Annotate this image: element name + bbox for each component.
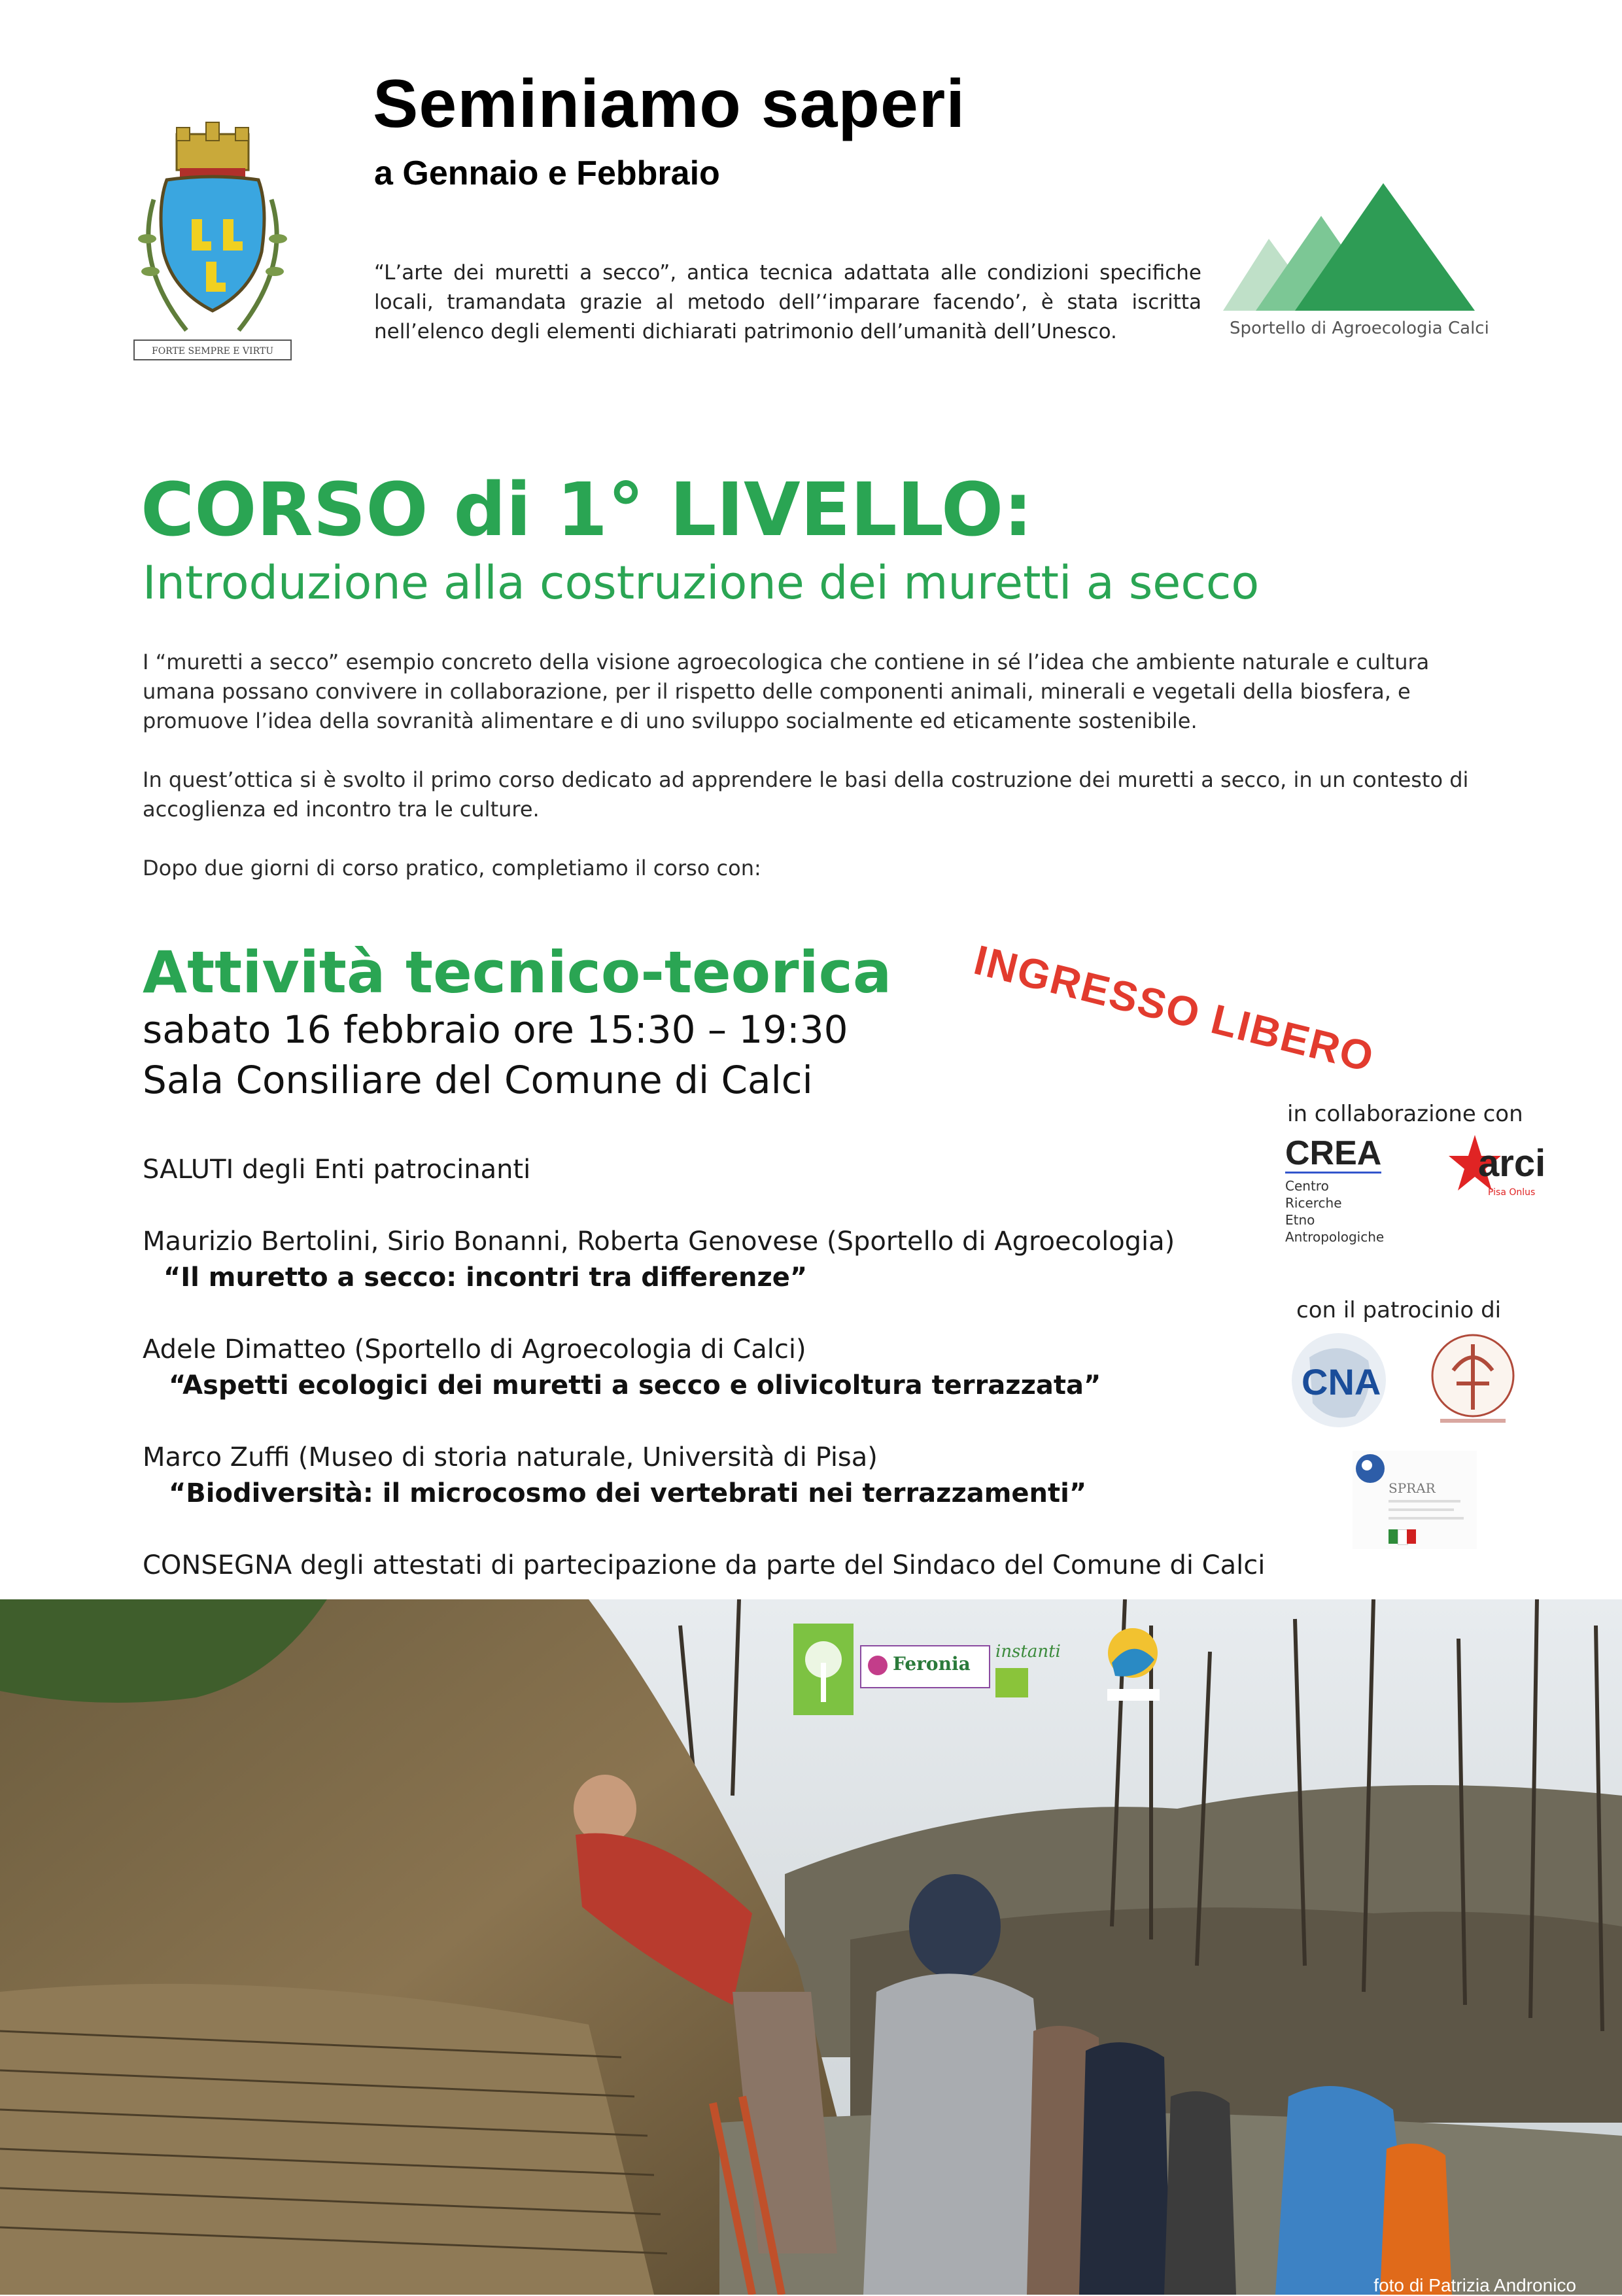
crea-line-1: Centro (1285, 1178, 1329, 1194)
sponsor-green-logo (793, 1624, 854, 1715)
description-paragraph-3: Dopo due giorni di corso pratico, completiamo il corso con: (143, 856, 761, 880)
sportello-agroecologia-logo (1223, 180, 1489, 350)
talk-3-speaker: Marco Zuffi (Museo di storia naturale, Università di Pisa) (143, 1442, 878, 1472)
la-valle-logo (1102, 1624, 1164, 1709)
program-greetings: SALUTI degli Enti patrocinanti (143, 1155, 531, 1185)
crea-line-2: Ricerche (1285, 1195, 1342, 1211)
calci-crest-logo (114, 121, 311, 376)
program-closing: CONSEGNA degli attestati di partecipazione da parte del Sindaco del Comune di Calci (143, 1550, 1266, 1580)
arci-logo-name: arci (1478, 1142, 1546, 1185)
course-title: CORSO di 1° LIVELLO: (141, 468, 1033, 553)
sprar-logo-name: SPRAR (1389, 1480, 1436, 1496)
free-entry-badge: INGRESSO LIBERO (969, 935, 1379, 1081)
collaboration-label: in collaborazione con (1287, 1101, 1523, 1127)
crea-logo-name: CREA (1285, 1134, 1382, 1172)
svg-text:FORTE SEMPRE E VIRTU: FORTE SEMPRE E VIRTU (151, 346, 274, 357)
course-subtitle: Introduzione alla costruzione dei muretti a secco (143, 556, 1260, 610)
crea-line-4: Antropologiche (1285, 1229, 1385, 1245)
crea-logo (1285, 1135, 1416, 1246)
feronia-logo (860, 1645, 990, 1688)
cna-logo (1290, 1331, 1394, 1429)
arci-logo (1449, 1135, 1547, 1207)
arci-logo-sub: Pisa Onlus (1488, 1187, 1536, 1198)
talk-2-speaker: Adele Dimatteo (Sportello di Agroecologia di Calci) (143, 1334, 806, 1365)
sportello-logo-label: Sportello di Agroecologia Calci (1230, 319, 1489, 338)
feronia-logo-name: Feronia (893, 1653, 971, 1675)
crea-line-3: Etno (1285, 1212, 1315, 1228)
patronage-label: con il patrocinio di (1296, 1297, 1502, 1323)
consortium-seal-logo (1427, 1331, 1519, 1426)
activity-venue: Sala Consiliare del Comune di Calci (143, 1058, 813, 1102)
page-title: Seminiamo saperi (373, 66, 966, 142)
instanti-logo-name: instanti (995, 1642, 1061, 1661)
page-subtitle: a Gennaio e Febbraio (374, 154, 720, 192)
talk-2-title: “Aspetti ecologici dei muretti a secco e olivicoltura terrazzata” (169, 1370, 1101, 1400)
description-paragraph-1: I “muretti a secco” esempio concreto della visione agroecologica che contiene in sé l’idea che ambiente naturale e cultura umana possano convivere in collaborazione, per il rispetto delle componenti animali, minerali e vegetali della biosfera, e promuove l’idea della sovranità alimentare e di uno sviluppo socialmente ed eticamente sostenibile. (143, 650, 1430, 733)
cna-logo-name: CNA (1302, 1361, 1381, 1402)
instanti-logo (995, 1629, 1071, 1701)
sprar-logo (1353, 1451, 1477, 1549)
intro-text: “L’arte dei muretti a secco”, antica tecnica adattata alle condizioni specifiche locali, tramandata grazie al metodo dell’‘imparare facendo’, è stata iscritta nell’elenco degli elementi dichiarati patrimonio dell’umanità dell’Unesco. (374, 261, 1201, 343)
talk-1-title: “Il muretto a secco: incontri tra differenze” (164, 1262, 808, 1293)
talk-1-speaker: Maurizio Bertolini, Sirio Bonanni, Roberta Genovese (Sportello di Agroecologia) (143, 1226, 1175, 1257)
activity-datetime: sabato 16 febbraio ore 15:30 – 19:30 (143, 1007, 848, 1052)
activity-title: Attività tecnico-teorica (143, 939, 892, 1006)
description-paragraph-2: In quest’ottica si è svolto il primo corso dedicato ad apprendere le basi della costruzione dei muretti a secco, in un contesto di accoglienza ed incontro tra le culture. (143, 767, 1469, 822)
photo-credit: foto di Patrizia Andronico (1373, 2275, 1576, 2295)
talk-3-title: “Biodiversità: il microcosmo dei vertebrati nei terrazzamenti” (169, 1478, 1087, 1508)
